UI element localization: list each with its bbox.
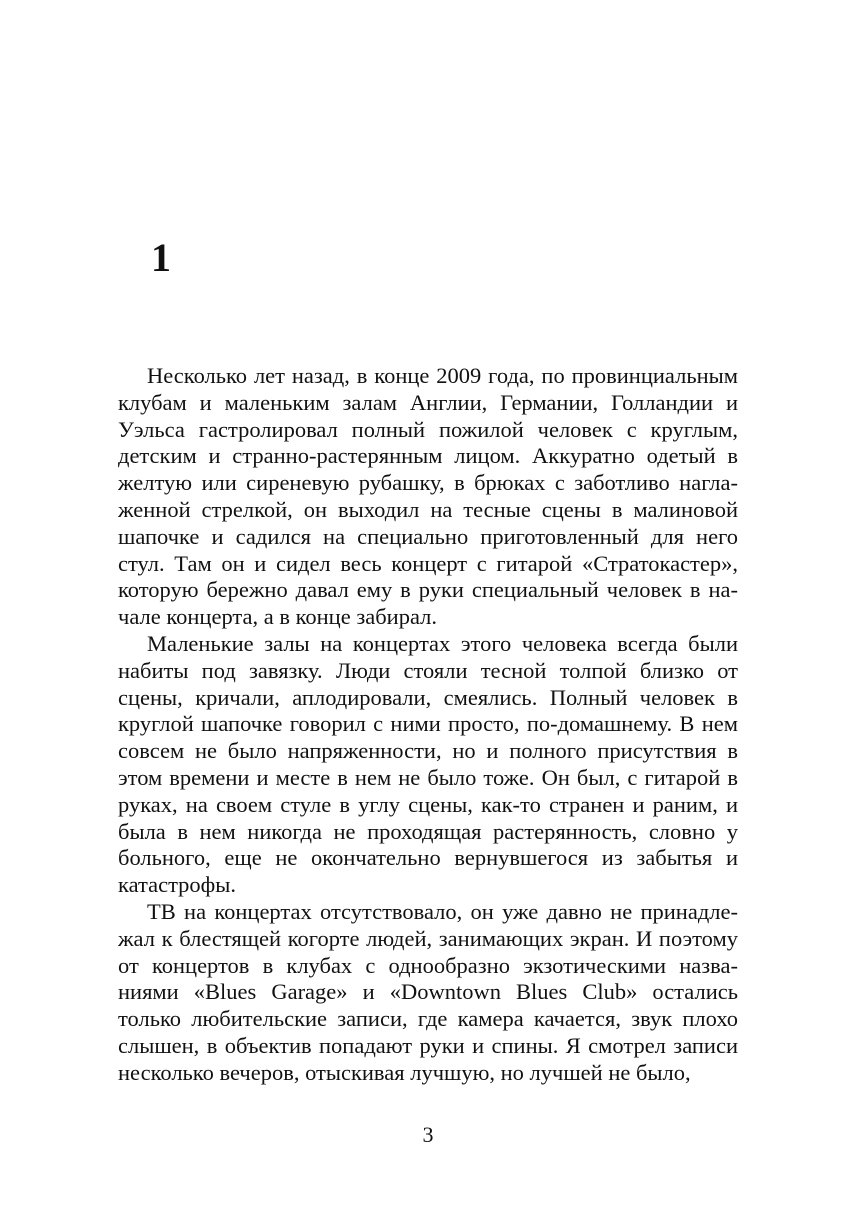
paragraph: ТВ на концертах отсутствовало, он уже давно не принадлежал к блестящей когорте людей, занимающих экран. И поэтому от концертов в клубах с однообразно экзотическими названиями «Blues Garage» и «Downtown Blues Club» остались только любительские записи, где камера качается, звук плохо слышен, в объектив попадают руки и спины. Я смотрел записи несколько вечеров, отыскивая лучшую, но лучшей не было,: [118, 898, 738, 1085]
paragraph: Несколько лет назад, в конце 2009 года, по провинциальным клубам и маленьким залам Англии, Германии, Голландии и Уэльса гастролировал полный пожилой человек с круглым, детским и странно-растерянным лицом. Аккуратно одетый в желтую или сиреневую рубашку, в брюках с заботливо наглаженной стрелкой, он выходил на тесные сцены в малиновой шапочке и садился на специально приготовленный для него стул. Там он и сидел весь концерт с гитарой «Стратокастер», которую бережно давал ему в руки специальный человек в начале концерта, а в конце забирал.: [118, 363, 738, 630]
body-text: [118, 363, 738, 1087]
paragraph: Маленькие залы на концертах этого человека всегда были набиты под завязку. Люди стояли тесной толпой близко от сцены, кричали, аплодировали, смеялись. Полный человек в круглой шапочке говорил с ними просто, по-домашнему. В нем совсем не было напряженности, но и полного присутствия в этом времени и месте в нем не было тоже. Он был, с гитарой в руках, на своем стуле в углу сцены, как-то странен и раним, и была в нем никогда не проходящая растерянность, словно у больного, еще не окончательно вернувшегося из забытья и катастрофы.: [118, 630, 738, 898]
chapter-number: 1: [151, 235, 171, 280]
page-number: 3: [422, 1122, 434, 1147]
